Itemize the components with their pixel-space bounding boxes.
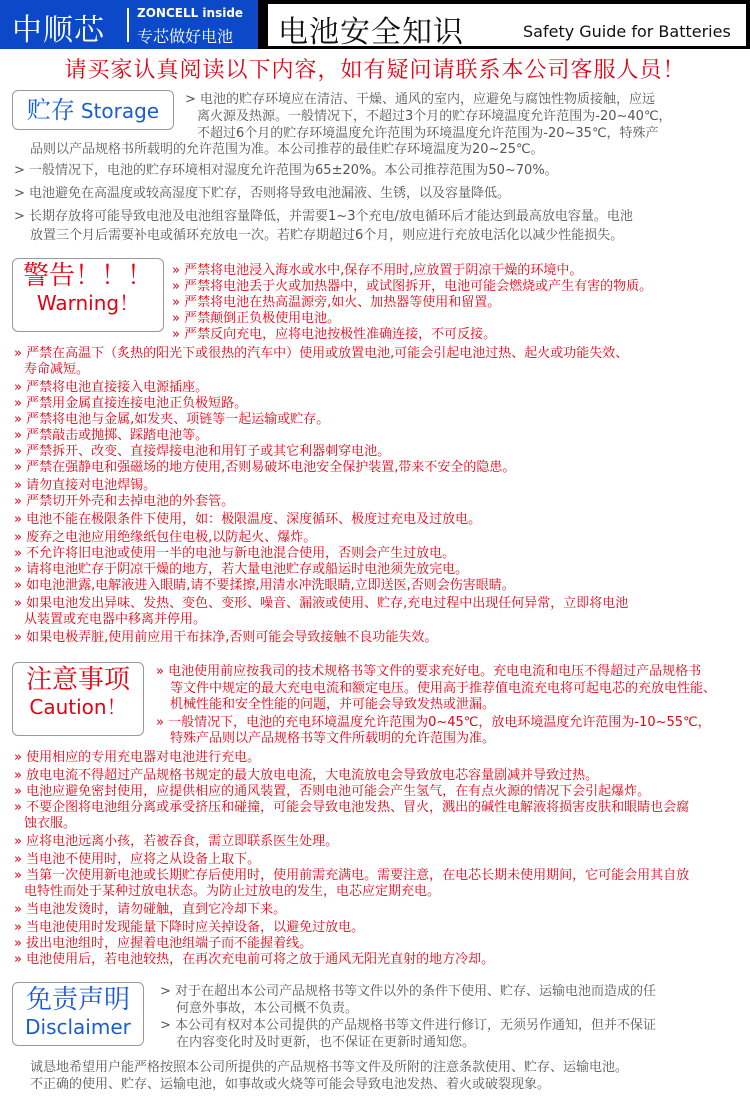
- warning-line: » 如果电极弄脏,使用前应用干布抹净,否则可能会导致接触不良功能失效。: [14, 630, 438, 645]
- logo-chinese-name: 中顺芯: [12, 13, 105, 48]
- warning-line: » 不允许将旧电池或使用一半的电池与新电池混合使用，否则会产生过放电。: [14, 546, 456, 561]
- caution-section-label: [12, 662, 144, 736]
- storage-line: 放置三个月后需要补电或循环充放电一次。若贮存期超过6个月，则应进行充放电活化以减少性能损失。: [30, 228, 624, 243]
- warning-line: » 严禁反向充电，应将电池按极性准确连接，不可反接。: [172, 327, 497, 342]
- caution-line: 蚀衣服。: [24, 816, 77, 831]
- caution-line: » 使用相应的专用充电器对电池进行充电。: [14, 750, 261, 765]
- warning-line: » 电池不能在极限条件下使用，如：极限温度、深度循环、极度过充电及过放电。: [14, 512, 482, 527]
- warning-section-label: [12, 258, 164, 332]
- warning-line: 寿命减短。: [24, 362, 90, 377]
- logo-slogan: 专芯做好电池: [137, 27, 234, 46]
- caution-line: 等文件中规定的最大充电电流和额定电压。使用高于推荐值电流充电将可起电芯的充放电性能、: [170, 681, 717, 696]
- warning-line: » 废弃之电池应用绝缘纸包住电极,以防起火、爆炸。: [14, 530, 317, 545]
- warning-line: » 严禁将电池丢于火或加热器中，或试图拆开，电池可能会燃烧或产生有害的物质。: [172, 279, 653, 294]
- storage-line: 品则以产品规格书所载明的允许范围为准。本公司推荐的最佳贮存环境温度为20~25℃。: [30, 142, 544, 157]
- caution-line: » 当电池使用时发现能量下降时应关掉设备，以避免过放电。: [14, 920, 365, 935]
- caution-line: » 当电池不使用时，应将之从设备上取下。: [14, 852, 261, 867]
- caution-line: » 一般情况下，电池的充电环境温度允许范围为0~45℃，放电环境温度允许范围为-10~55℃，: [156, 715, 711, 730]
- header-banner: [0, 0, 750, 49]
- disclaimer-label-en: Disclaimer: [25, 1015, 131, 1039]
- storage-line: > 长期存放将可能导致电池及电池组容量降低，并需要1~3个充电/放电循环后才能达到最高放电容量。电池: [14, 209, 633, 224]
- caution-line: » 放电电流不得超过产品规格书规定的最大放电电流，大电流放电会导致放电芯容量剧减并导致过热。: [14, 768, 599, 783]
- warning-line: » 严禁将电池直接接入电源插座。: [14, 380, 209, 395]
- storage-line: 离火源及热源。一般情况下，不超过3个月的贮存环境温度允许范围为-20~40℃，: [197, 109, 672, 124]
- caution-line: » 当第一次使用新电池或长期贮存后使用时，使用前需充满电。需要注意，在电芯长期未使用期间，它可能会用其自放: [14, 868, 690, 883]
- disclaimer-line: > 对于在超出本公司产品规格书等文件以外的条件下使用、贮存、运输电池而造成的任: [160, 984, 657, 999]
- warning-line: » 严禁在高温下（炙热的阳光下或很热的汽车中）使用或放置电池,可能会引起电池过热、起火或功能失效、: [14, 346, 629, 361]
- caution-line: » 电池使用后，若电池较热，在再次充电前可将之放于通风无阳光直射的地方冷却。: [14, 952, 495, 967]
- page-title: [268, 4, 746, 50]
- warning-label-cn: 警告！！！: [22, 261, 153, 291]
- warning-line: » 严禁用金属直接连接电池正负极短路。: [14, 396, 248, 411]
- warning-line: » 严禁将电池浸入海水或水中,保存不用时,应放置于阴凉干燥的环境中。: [172, 263, 583, 278]
- storage-label-cn: 贮存: [26, 96, 75, 124]
- disclaimer-section-label: [12, 982, 144, 1046]
- warning-line: » 严禁在强静电和强磁场的地方使用,否则易破坏电池安全保护装置,带来不安全的隐患。: [14, 460, 516, 475]
- logo-english-name: ZONCELL inside: [137, 6, 244, 20]
- caution-line: » 应将电池远离小孩，若被吞食，需立即联系医生处理。: [14, 834, 339, 849]
- storage-line: > 一般情况下，电池的贮存环境相对湿度允许范围为65±20%。本公司推荐范围为50~70%。: [14, 163, 558, 178]
- disclaimer-line: 不正确的使用、贮存、运输电池，如事故或火烧等可能会导致电池发热、着火或破裂现象。: [30, 1077, 551, 1092]
- disclaimer-line: 诚恳地希望用户能严格按照本公司所提供的产品规格书等文件及所附的注意条款使用、贮存、运输电池。: [30, 1060, 629, 1075]
- caution-label-cn: 注意事项: [25, 665, 130, 695]
- warning-line: » 请将电池贮存于阴凉干燥的地方，若大量电池贮存或船运时电池须先放完电。: [14, 562, 469, 577]
- caution-line: » 拔出电池组时，应握着电池组端子而不能握着线。: [14, 936, 313, 951]
- caution-line: » 不要企图将电池组分离或承受挤压和碰撞，可能会导致电池发热、冒火，溅出的碱性电解液将损害皮肤和眼睛也会腐: [14, 800, 690, 815]
- page-title-chinese: 电池安全知识: [278, 15, 464, 50]
- warning-line: » 严禁将电池在热高温源旁,如火、加热器等使用和留置。: [172, 295, 501, 310]
- caution-line: » 当电池发烫时，请勿碰触，直到它冷却下来。: [14, 902, 287, 917]
- warning-line: » 请勿直接对电池焊锡。: [14, 478, 157, 493]
- warning-line: » 如电池泄露,电解液进入眼睛,请不要揉擦,用清水冲洗眼睛,立即送医,否则会伤害眼睛。: [14, 578, 515, 593]
- warning-line: » 严禁将电池与金属,如发夹、项链等一起运输或贮存。: [14, 412, 330, 427]
- caution-line: 机械性能和安全性能的问题，并可能会导致发热或泄漏。: [170, 697, 496, 712]
- warning-label-en: Warning！: [36, 291, 140, 315]
- disclaimer-line: 何意外事故，本公司概不负责。: [176, 1001, 359, 1016]
- warning-line: » 严禁拆开、改变、直接焊接电池和用钉子或其它利器刺穿电池。: [14, 444, 391, 459]
- caution-line: 电特性而处于某种过放电状态。为防止过放电的发生，电芯应定期充电。: [24, 884, 441, 899]
- storage-line: > 电池的贮存环境应在清洁、干燥、通风的室内，应避免与腐蚀性物质接触，应远: [185, 92, 656, 107]
- caution-line: » 电池应避免密封使用，应提供相应的通风装置，否则电池可能会产生氢气，在有点火源的情况下会引起爆炸。: [14, 784, 651, 799]
- logo-divider: [127, 8, 129, 42]
- warning-line: » 如果电池发出异味、发热、变色、变形、噪音、漏液或使用、贮存,充电过程中出现任何异常，立即将电池: [14, 596, 629, 611]
- buyer-notice: 请买家认真阅读以下内容，如有疑问请联系本公司客服人员！: [64, 58, 686, 83]
- storage-section-label: [12, 90, 174, 130]
- warning-line: » 严禁切开外壳和去掉电池的外套管。: [14, 494, 235, 509]
- warning-line: 从装置或充电器中移离并停用。: [24, 612, 207, 627]
- caution-label-en: Caution！: [29, 695, 127, 719]
- disclaimer-label-cn: 免责声明: [25, 985, 130, 1015]
- storage-label-en: Storage: [80, 99, 160, 123]
- caution-line: » 电池使用前应按我司的技术规格书等文件的要求充好电。充电电流和电压不得超过产品规格书: [156, 664, 702, 679]
- warning-line: » 严禁敲击或抛掷、踩踏电池等。: [14, 428, 209, 443]
- page-title-english: Safety Guide for Batteries: [523, 22, 731, 41]
- brand-logo: [0, 0, 258, 49]
- caution-line: 特殊产品则以产品规格书等文件所载明的允许范围为准。: [170, 731, 496, 746]
- disclaimer-line: > 本公司有权对本公司提供的产品规格书等文件进行修订，无须另作通知，但并不保证: [160, 1018, 657, 1033]
- disclaimer-line: 在内容变化时及时更新，也不保证在更新时通知您。: [176, 1035, 476, 1050]
- warning-line: » 严禁颠倒正负极使用电池。: [172, 311, 341, 326]
- storage-line: > 电池避免在高温度或较高湿度下贮存，否则将导致电池漏液、生锈，以及容量降低。: [14, 186, 511, 201]
- storage-line: 不超过6个月的贮存环境温度允许范围为环境温度允许范围为-20~35℃，特殊产: [197, 126, 659, 141]
